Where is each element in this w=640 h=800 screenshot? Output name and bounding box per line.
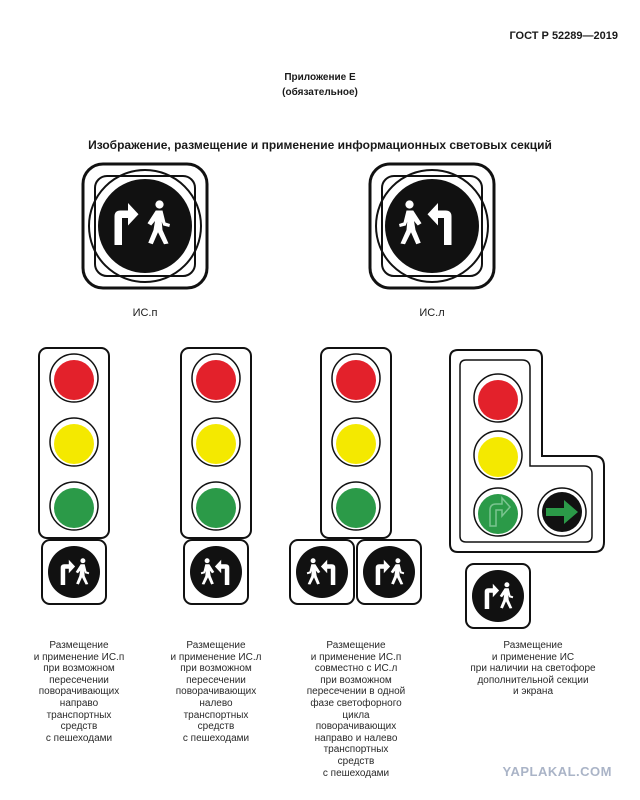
page-title: Изображение, размещение и применение информационных световых секций <box>88 138 552 152</box>
caption-3 <box>290 640 422 779</box>
red-signal <box>54 360 94 400</box>
caption-line: фазе светофорного <box>310 697 402 709</box>
caption-line: и применение ИС.л <box>170 651 262 663</box>
caption-line: цикла <box>342 709 370 721</box>
traffic-light-3 <box>290 348 421 604</box>
caption-line: пересечении в одной <box>306 686 406 698</box>
big-section-isp <box>83 164 207 288</box>
appendix-title: Приложение Е <box>284 72 356 83</box>
traffic-light-2 <box>181 348 251 604</box>
caption-line: при возможном <box>43 663 115 675</box>
caption-line: налево <box>199 697 233 709</box>
watermark: YAPLAKAL.COM <box>502 764 612 779</box>
yellow-signal <box>54 424 94 464</box>
caption-line: пересечении <box>49 674 109 686</box>
caption-4 <box>448 640 618 698</box>
caption-line: Размещение <box>49 640 109 651</box>
standard-number: ГОСТ Р 52289—2019 <box>509 30 618 42</box>
caption-line: при возможном <box>320 674 392 686</box>
label-isl: ИС.л <box>419 307 445 319</box>
caption-line: средств <box>197 721 235 733</box>
caption-line: и применение ИС.п <box>33 651 125 663</box>
big-section-isl <box>370 164 494 288</box>
caption-line: Размещение <box>326 640 386 651</box>
caption-line: транспортных <box>183 709 249 721</box>
caption-line: направо <box>59 697 99 709</box>
label-isp: ИС.п <box>132 307 158 319</box>
traffic-light-1 <box>39 348 109 604</box>
caption-line: и экрана <box>512 686 554 698</box>
caption-line: поворачивающих <box>38 686 120 698</box>
caption-line: транспортных <box>323 744 389 756</box>
caption-line: с пешеходами <box>322 767 390 779</box>
caption-line: Размещение <box>186 640 246 651</box>
caption-line: с пешеходами <box>45 732 113 744</box>
caption-2 <box>154 640 278 744</box>
caption-line: Размещение <box>503 640 563 651</box>
green-signal <box>54 488 94 528</box>
caption-1 <box>24 640 134 744</box>
caption-line: и применение ИС.п <box>310 651 402 663</box>
caption-line: при наличии на светофоре <box>470 663 596 675</box>
caption-line: совместно с ИС.л <box>314 663 398 675</box>
caption-line: поворачивающих <box>175 686 257 698</box>
appendix-note: (обязательное) <box>282 87 358 98</box>
caption-line: и применение ИС <box>491 651 575 663</box>
caption-line: с пешеходами <box>182 732 250 744</box>
caption-line: направо и налево <box>314 732 398 744</box>
caption-line: дополнительной секции <box>477 674 589 686</box>
caption-line: средств <box>60 721 98 733</box>
caption-line: поворачивающих <box>315 721 397 733</box>
caption-line: средств <box>337 755 375 767</box>
traffic-light-4 <box>450 350 604 628</box>
caption-line: пересечении <box>186 674 246 686</box>
caption-line: при возможном <box>180 663 252 675</box>
caption-line: транспортных <box>46 709 112 721</box>
